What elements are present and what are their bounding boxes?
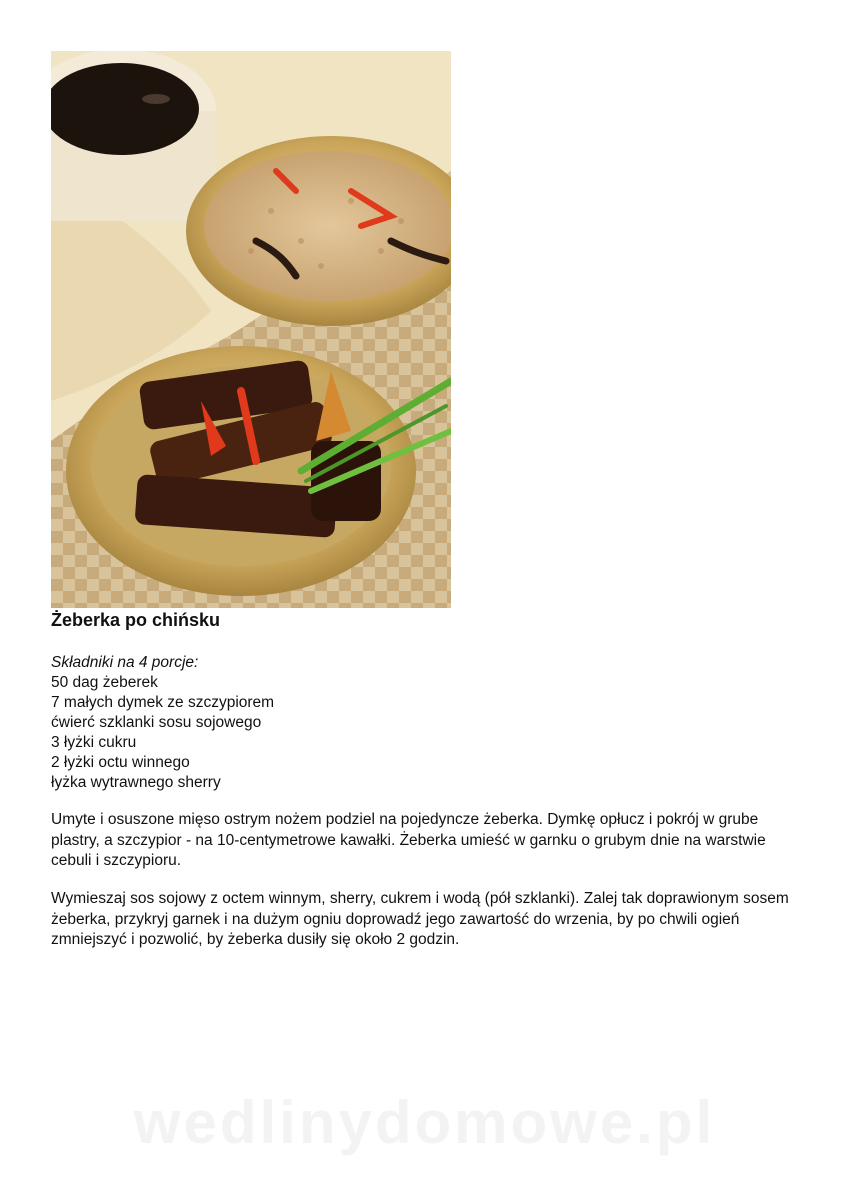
ingredients-section <box>51 653 274 793</box>
ingredient-item: 7 małych dymek ze szczypiorem <box>51 694 275 711</box>
instructions-paragraph-1: Umyte i osuszone mięso ostrym nożem podziel na pojedyncze żeberka. Dymkę opłucz i pokrój w grube plastry, a szczypior - na 10-centymetrowe kawałki. Żeberka umieść w garnku o grubym dnie na warstwie cebuli i szczypioru. <box>51 811 766 869</box>
dish-photo <box>51 51 451 608</box>
food-photo-icon <box>51 51 451 608</box>
ingredients-heading: Składniki na 4 porcje: <box>51 654 199 671</box>
ingredient-item: 3 łyżki cukru <box>51 734 137 751</box>
site-watermark: wedlinydomowe.pl <box>133 1089 716 1156</box>
ingredient-item: ćwierć szklanki sosu sojowego <box>51 714 262 731</box>
instructions-paragraph-2: Wymieszaj sos sojowy z octem winnym, sherry, cukrem i wodą (pół szklanki). Zalej tak doprawionym sosem żeberka, przykryj garnek i na dużym ogniu doprowadź jego zawartość do wrzenia, by po chwili ogień zmniejszyć i pozwolić, by żeberka dusiły się około 2 godzin. <box>51 890 789 948</box>
recipe-title: Żeberka po chińsku <box>51 610 221 630</box>
ingredient-item: łyżka wytrawnego sherry <box>51 774 221 791</box>
ingredients-list <box>51 673 274 793</box>
ingredient-item: 2 łyżki octu winnego <box>51 754 190 771</box>
ingredient-item: 50 dag żeberek <box>51 674 158 691</box>
